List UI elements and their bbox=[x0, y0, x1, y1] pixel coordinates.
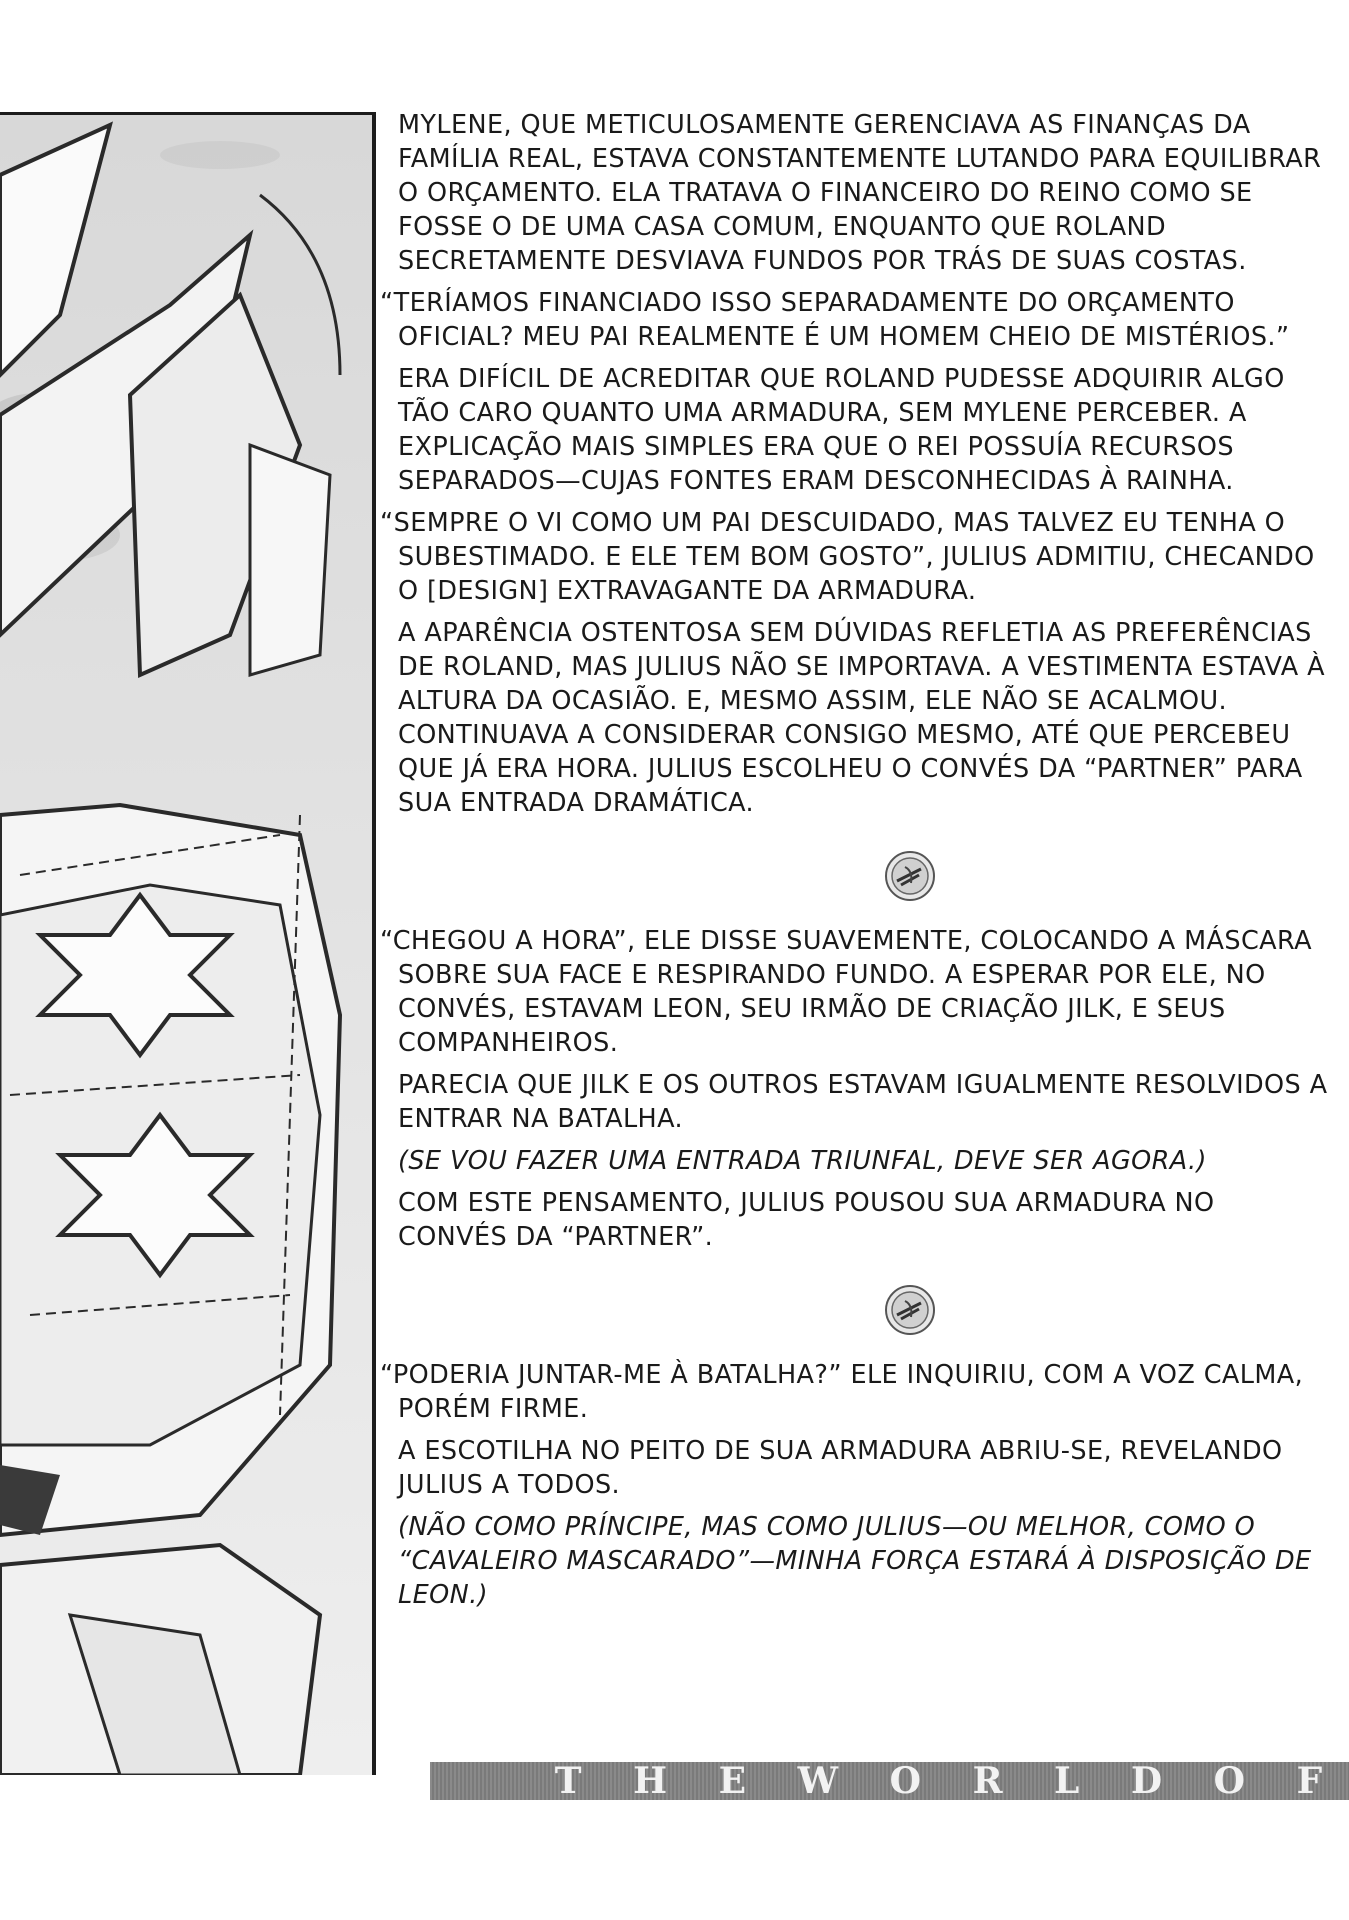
scene-break-1 bbox=[380, 828, 1330, 924]
section-3 bbox=[380, 1358, 1330, 1612]
paragraph: “CHEGOU A HORA”, ELE DISSE SUAVEMENTE, COLOCANDO A MÁSCARA SOBRE SUA FACE E RESPIRANDO FUNDO. A ESPERAR POR ELE, NO CONVÉS, ESTAVAM LEON, SEU IRMÃO DE CRIAÇÃO JILK, E SEUS COMPANHEIROS. bbox=[380, 926, 1312, 1058]
paragraph: COM ESTE PENSAMENTO, JULIUS POUSOU SUA ARMADURA NO CONVÉS DA “PARTNER”. bbox=[398, 1188, 1215, 1252]
round-emblem-icon bbox=[883, 1283, 937, 1337]
paragraph: (SE VOU FAZER UMA ENTRADA TRIUNFAL, DEVE SER AGORA.) bbox=[398, 1146, 1207, 1176]
section-1 bbox=[380, 108, 1330, 820]
text-column bbox=[380, 108, 1330, 1620]
footer-banner bbox=[430, 1762, 1349, 1800]
paragraph: “TERÍAMOS FINANCIADO ISSO SEPARADAMENTE DO ORÇAMENTO OFICIAL? MEU PAI REALMENTE É UM HOMEM CHEIO DE MISTÉRIOS.” bbox=[380, 288, 1290, 352]
paragraph: (NÃO COMO PRÍNCIPE, MAS COMO JULIUS—OU MELHOR, COMO O “CAVALEIRO MASCARADO”—MINHA FORÇA ESTARÁ À DISPOSIÇÃO DE LEON.) bbox=[398, 1512, 1312, 1610]
footer-letter: L bbox=[1054, 1760, 1082, 1802]
illustration-panel bbox=[0, 112, 376, 1775]
footer-letter: O bbox=[889, 1760, 924, 1802]
footer-letter: T bbox=[554, 1760, 584, 1802]
footer-letter: R bbox=[972, 1760, 1005, 1802]
paragraph: “PODERIA JUNTAR-ME À BATALHA?” ELE INQUIRIU, COM A VOZ CALMA, PORÉM FIRME. bbox=[380, 1360, 1304, 1424]
footer-letter: O bbox=[1213, 1760, 1248, 1802]
footer-letter: E bbox=[718, 1760, 749, 1802]
paragraph: “SEMPRE O VI COMO UM PAI DESCUIDADO, MAS TALVEZ EU TENHA O SUBESTIMADO. E ELE TEM BOM GOSTO”, JULIUS ADMITIU, CHECANDO O [DESIGN] EXTRAVAGANTE DA ARMADURA. bbox=[380, 508, 1315, 606]
paragraph: MYLENE, QUE METICULOSAMENTE GERENCIAVA AS FINANÇAS DA FAMÍLIA REAL, ESTAVA CONSTANTEMENTE LUTANDO PARA EQUILIBRAR O ORÇAMENTO. ELA TRATAVA O FINANCEIRO DO REINO COMO SE FOSSE O DE UMA CASA COMUM, ENQUANTO QUE ROLAND SECRETAMENTE DESVIAVA FUNDOS POR TRÁS DE SUAS COSTAS. bbox=[398, 110, 1322, 276]
footer-letter: D bbox=[1130, 1760, 1165, 1802]
paragraph: A ESCOTILHA NO PEITO DE SUA ARMADURA ABRIU-SE, REVELANDO JULIUS A TODOS. bbox=[398, 1436, 1283, 1500]
footer-letter: H bbox=[633, 1760, 670, 1802]
paragraph: ERA DIFÍCIL DE ACREDITAR QUE ROLAND PUDESSE ADQUIRIR ALGO TÃO CARO QUANTO UMA ARMADURA, SEM MYLENE PERCEBER. A EXPLICAÇÃO MAIS SIMPLES ERA QUE O REI POSSUÍA RECURSOS SEPARADOS—CUJAS FONTES ERAM DESCONHECIDAS À RAINHA. bbox=[398, 364, 1285, 496]
scene-break-2 bbox=[380, 1262, 1330, 1358]
round-emblem-icon bbox=[883, 849, 937, 903]
footer-letter: W bbox=[797, 1760, 841, 1802]
armor-illustration bbox=[0, 115, 372, 1775]
paragraph: PARECIA QUE JILK E OS OUTROS ESTAVAM IGUALMENTE RESOLVIDOS A ENTRAR NA BATALHA. bbox=[398, 1070, 1328, 1134]
section-2 bbox=[380, 924, 1330, 1254]
paragraph: A APARÊNCIA OSTENTOSA SEM DÚVIDAS REFLETIA AS PREFERÊNCIAS DE ROLAND, MAS JULIUS NÃO SE IMPORTAVA. A VESTIMENTA ESTAVA À ALTURA DA OCASIÃO. E, MESMO ASSIM, ELE NÃO SE ACALMOU. CONTINUAVA A CONSIDERAR CONSIGO MESMO, ATÉ QUE PERCEBEU QUE JÁ ERA HORA. JULIUS ESCOLHEU O CONVÉS DA “PARTNER” PARA SUA ENTRADA DRAMÁTICA. bbox=[398, 618, 1325, 818]
footer-letter: F bbox=[1296, 1760, 1325, 1802]
